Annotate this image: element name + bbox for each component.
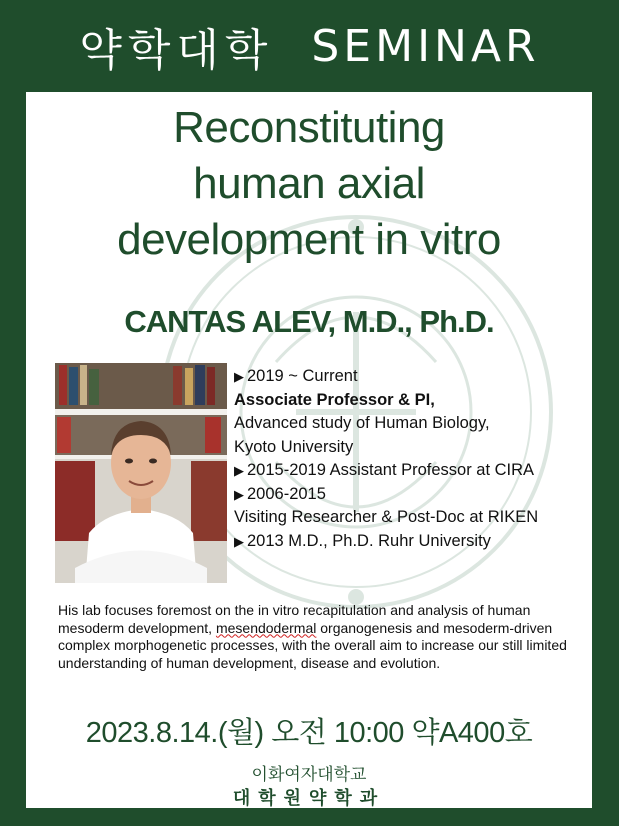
- cv-line: Associate Professor & PI,: [234, 390, 435, 409]
- speaker-name: CANTAS ALEV, M.D., Ph.D.: [124, 304, 494, 339]
- spellcheck-underlined-word: mesendodermal: [215, 619, 317, 636]
- university-name: 이화여자대학교: [251, 765, 367, 785]
- speaker-photo: [55, 363, 227, 583]
- triangle-bullet-icon: ▶: [234, 533, 244, 549]
- speaker-cv: [234, 365, 592, 553]
- triangle-bullet-icon: ▶: [234, 486, 244, 502]
- cv-line: Visiting Researcher & Post-Doc at RIKEN: [234, 508, 539, 526]
- college-name: 약학대학: [79, 25, 274, 76]
- triangle-bullet-icon: ▶: [234, 463, 244, 478]
- department-name: 대학원약학과: [232, 788, 386, 808]
- research-description: His lab focuses foremost on the in vitro recapitulation and analysis of human mesoderm development, mesendodermal organogenesis and mesoderm-driven complex morphogenetic processes, with the overall aim to increase our still limited understanding of human development, disease and evolution.: [58, 602, 567, 671]
- seminar-label: SEMINAR: [311, 20, 540, 72]
- cv-line: ▶ 2015-2019 Assistant Professor at CIRA: [234, 461, 535, 479]
- event-date-time-location: 2023.8.14.(월) 오전 10:00 약A400호: [85, 717, 533, 749]
- title-line: human axial: [193, 159, 425, 208]
- cv-line: ▶ 2013 M.D., Ph.D. Ruhr University: [234, 531, 491, 550]
- cv-line: Advanced study of Human Biology,: [234, 414, 490, 432]
- title-line: development in vitro: [117, 215, 501, 264]
- poster-panel: [26, 92, 592, 808]
- triangle-bullet-icon: ▶: [234, 369, 244, 384]
- title-line: Reconstituting: [173, 103, 445, 152]
- seminar-title: [26, 100, 592, 268]
- cv-line: ▶ 2006-2015: [234, 484, 326, 503]
- seminar-header: [0, 0, 619, 92]
- cv-line: ▶ 2019 ~ Current: [234, 367, 358, 385]
- cv-line: Kyoto University: [234, 437, 354, 456]
